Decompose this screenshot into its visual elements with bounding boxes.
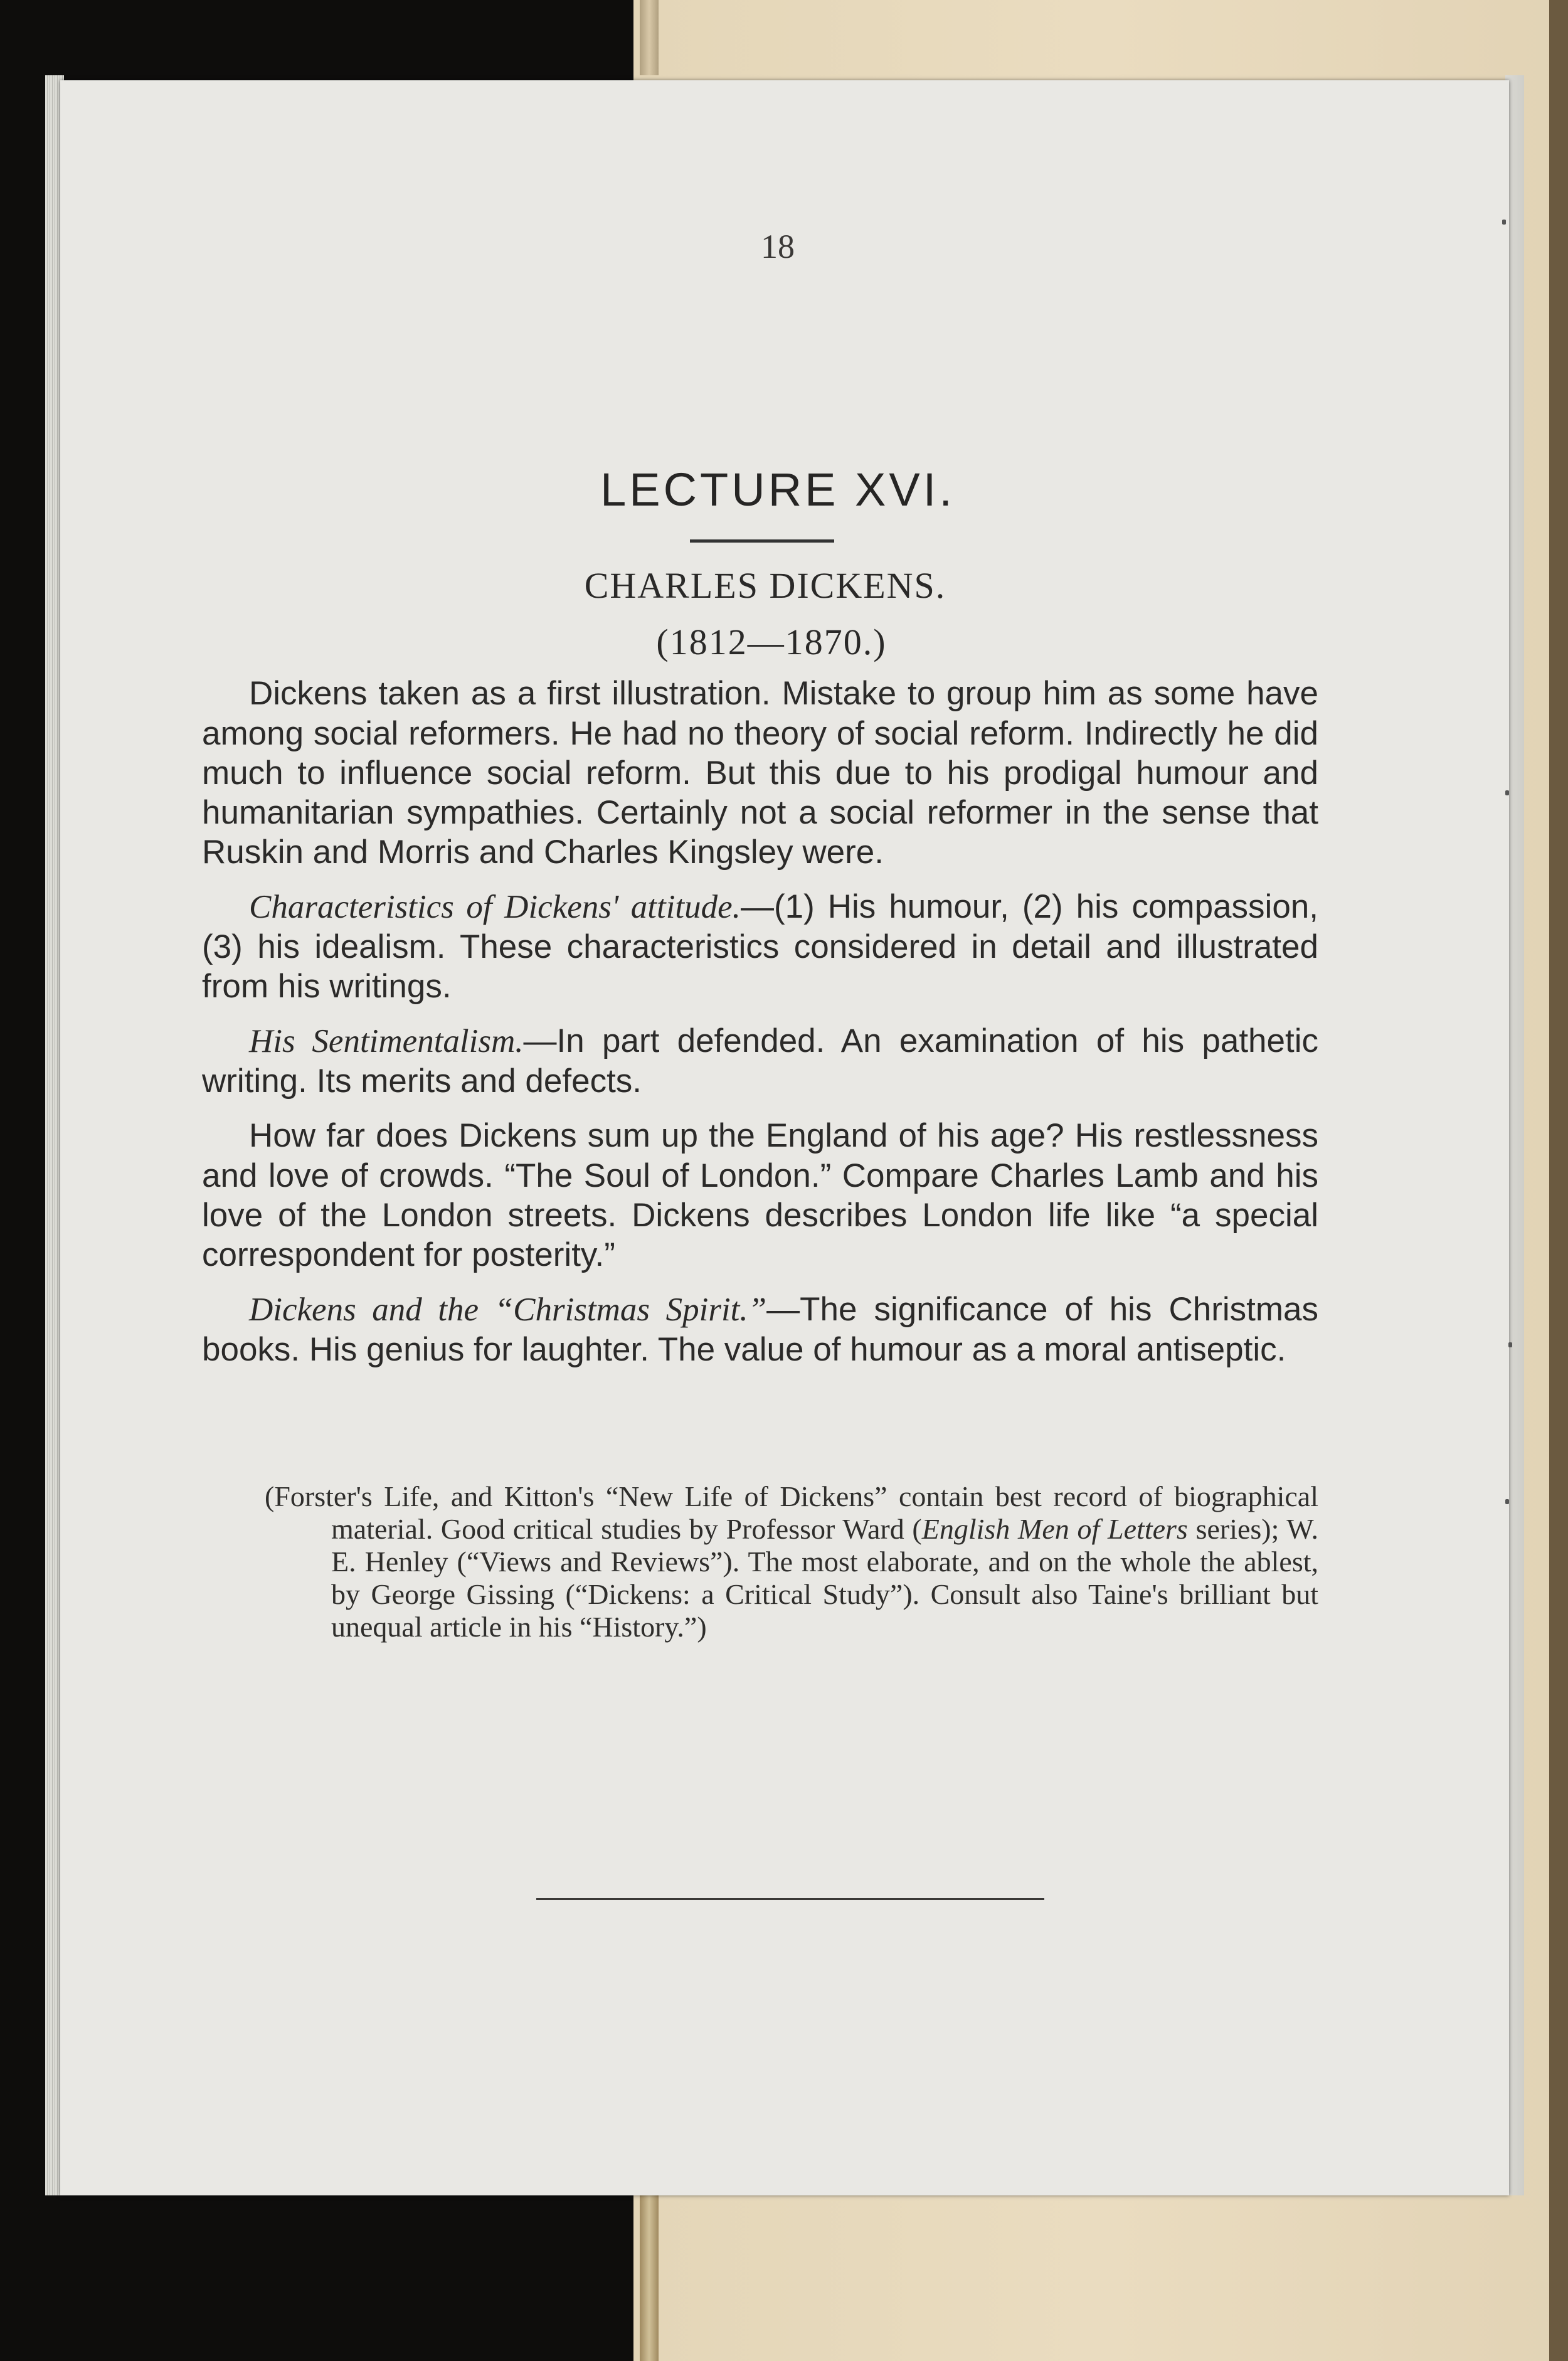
paper-speck [1505, 1499, 1509, 1504]
note-paragraph [265, 1480, 1318, 1643]
paper-speck [1502, 220, 1506, 225]
lecture-subject: CHARLES DICKENS. [584, 565, 946, 606]
book-fold-bottom [640, 2195, 659, 2361]
note-text-after: series); W. E. Henley (“Views and Reviews”). The most elaborate, and on the whole the ablest, by George Gissing (“Dickens: a Critical Study”). Consult also Taine's brilliant but unequal article in his “History.”) [331, 1513, 1318, 1643]
paper-speck [1505, 790, 1509, 795]
paragraph-text: —The significance of his Christmas books. His genius for laughter. The value of humour as a moral antiseptic. [202, 1291, 1319, 1368]
paragraph-lead: His Sentimentalism. [249, 1023, 524, 1059]
paragraph-characteristics [202, 887, 1318, 1006]
note-series-title: English Men of Letters [921, 1513, 1188, 1545]
bibliography-note [265, 1480, 1318, 1643]
paragraph-text: —In part defended. An examination of his pathetic writing. Its merits and defects. [202, 1022, 1318, 1100]
title-rule [690, 539, 834, 543]
lecture-title: LECTURE XVI. [600, 464, 955, 516]
lecture-body [202, 674, 1318, 1384]
note-text-before: (Forster's Life, and Kitton's “New Life of Dickens” contain best record of biographical material. Good critical studies by Professor Ward ( [265, 1480, 1318, 1545]
paragraph-text: —(1) His humour, (2) his compassion, (3) his idealism. These characteristics considered in detail and illustrated from his writings. [202, 888, 1318, 1005]
paragraph-christmas [202, 1290, 1318, 1369]
paragraph-intro [202, 674, 1318, 872]
paragraph-england [202, 1116, 1318, 1275]
book-fold-top [640, 0, 659, 75]
end-rule [536, 1898, 1044, 1900]
paper-speck [1508, 1342, 1512, 1347]
scan-background-edge [1549, 0, 1568, 2361]
paragraph-lead: Characteristics of Dickens' attitude. [249, 889, 741, 925]
lecture-dates: (1812—1870.) [656, 622, 887, 662]
page-number: 18 [761, 228, 795, 265]
paragraph-text: Dickens taken as a first illustration. Mistake to group him as some have among social reformers. He had no theory of social reform. Indirectly he did much to influence social reform. But this due to his prodigal humour and humanitarian sympathies. Certainly not a social reformer in the sense that Ruskin and Morris and Charles Kingsley were. [202, 675, 1318, 871]
paragraph-text: How far does Dickens sum up the England of his age? His restlessness and love of crowds. “The Soul of London.” Compare Charles Lamb and his love of the London streets. Dickens describes London life like “a special correspondent for posterity.” [202, 1117, 1318, 1273]
paragraph-sentimentalism [202, 1021, 1318, 1101]
paragraph-lead: Dickens and the “Christmas Spirit.” [249, 1292, 767, 1328]
